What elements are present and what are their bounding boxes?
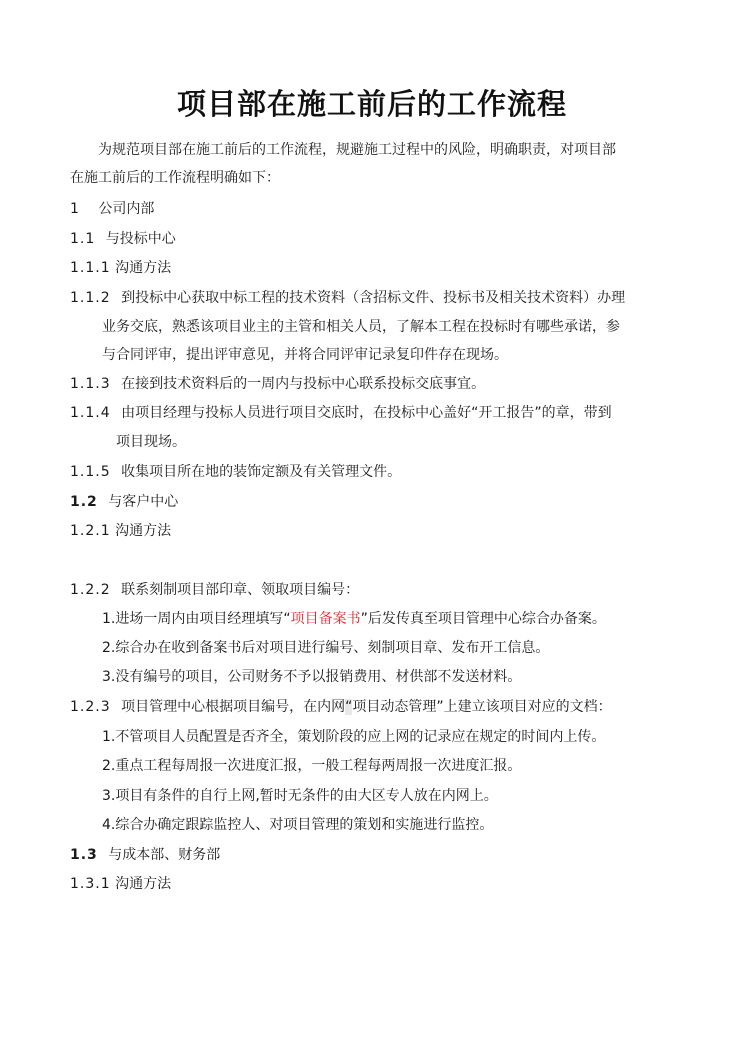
section-heading: 与客户中心: [108, 494, 179, 510]
section-1-1: [70, 229, 176, 249]
list-item: 4.综合办确定跟踪监控人、对项目管理的策划和实施进行监控。: [102, 817, 494, 833]
section-number: 1.2.1: [70, 523, 111, 539]
section-heading: 沟通方法: [115, 523, 172, 539]
section-number: 1.2: [70, 494, 98, 510]
section-number: 1.3: [70, 847, 98, 863]
section-1: [70, 199, 154, 219]
highlighted-mark: “: [345, 699, 353, 715]
section-1-2-2: [70, 580, 359, 600]
section-heading: 沟通方法: [115, 876, 172, 892]
section-1-2-1: [70, 521, 171, 541]
section-1-1-3: [70, 374, 485, 394]
list-item: 2.综合办在收到备案书后对项目进行编号、刻制项目章、发布开工信息。: [102, 640, 550, 656]
paragraph-line: 与合同评审，提出评审意见，并将合同评审记录复印件存在现场。: [102, 347, 508, 363]
section-number: 1.2.2: [70, 582, 111, 598]
section-number: 1.1.3: [70, 376, 111, 392]
paragraph-line: 在接到技术资料后的一周内与投标中心联系投标交底事宜。: [121, 376, 486, 392]
paragraph-line: 项目动态管理”上建立该项目对应的文档：: [352, 699, 612, 715]
document-title: 项目部在施工前后的工作流程: [176, 87, 567, 121]
section-1-1-4: [70, 403, 612, 423]
paragraph-line: 由项目经理与投标人员进行项目交底时，在投标中心盖好“开工报告”的章，带到: [121, 405, 612, 421]
list-item: 3.没有编号的项目，公司财务不予以报销费用、材供部不发送材料。: [102, 669, 522, 685]
section-1-1-1: [70, 258, 171, 278]
paragraph-line: 项目管理中心根据项目编号，在内网: [121, 699, 346, 715]
section-1-2-3: [70, 697, 612, 717]
section-number: 1.1.5: [70, 464, 111, 480]
section-1-2: [70, 492, 178, 512]
intro-line-2: 在施工前后的工作流程明确如下：: [70, 170, 280, 186]
section-number: 1: [70, 201, 80, 217]
section-number: 1.3.1: [70, 876, 111, 892]
section-heading: 与成本部、财务部: [108, 847, 221, 863]
paragraph-line: 业务交底，熟悉该项目业主的主管和相关人员，了解本工程在投标时有哪些承诺，参: [102, 319, 620, 335]
section-number: 1.1.1: [70, 260, 111, 276]
paragraph-line: 项目现场。: [116, 434, 186, 450]
section-1-3-1: [70, 874, 171, 894]
section-1-1-5: [70, 462, 401, 482]
section-1-1-2: [70, 288, 625, 308]
list-item-text: ”后发传真至项目管理中心综合办备案。: [360, 611, 606, 627]
section-heading: 联系刻制项目部印章、领取项目编号：: [121, 582, 360, 598]
highlighted-term: 项目备案书: [290, 611, 361, 627]
paragraph-line: 收集项目所在地的装饰定额及有关管理文件。: [121, 464, 402, 480]
section-number: 1.1: [70, 231, 96, 247]
list-item: 1.不管项目人员配置是否齐全，策划阶段的应上网的记录应在规定的时间内上传。: [102, 729, 606, 745]
list-item: [102, 609, 606, 629]
section-1-3: [70, 845, 220, 865]
paragraph-line: 到投标中心获取中标工程的技术资料（含招标文件、投标书及相关技术资料）办理: [121, 290, 626, 306]
section-number: 1.1.2: [70, 290, 111, 306]
intro-line-1: 为规范项目部在施工前后的工作流程，规避施工过程中的风险，明确职责，对项目部: [98, 142, 616, 158]
list-item: 2.重点工程每周报一次进度汇报，一般工程每两周报一次进度汇报。: [102, 758, 522, 774]
section-number: 1.1.4: [70, 405, 111, 421]
list-item: 3.项目有条件的自行上网,暂时无条件的由大区专人放在内网上。: [102, 788, 498, 804]
section-heading: 公司内部: [98, 201, 155, 217]
section-heading: 与投标中心: [105, 231, 176, 247]
section-number: 1.2.3: [70, 699, 111, 715]
section-heading: 沟通方法: [115, 260, 172, 276]
list-item-text: 1.进场一周内由项目经理填写“: [102, 611, 291, 627]
